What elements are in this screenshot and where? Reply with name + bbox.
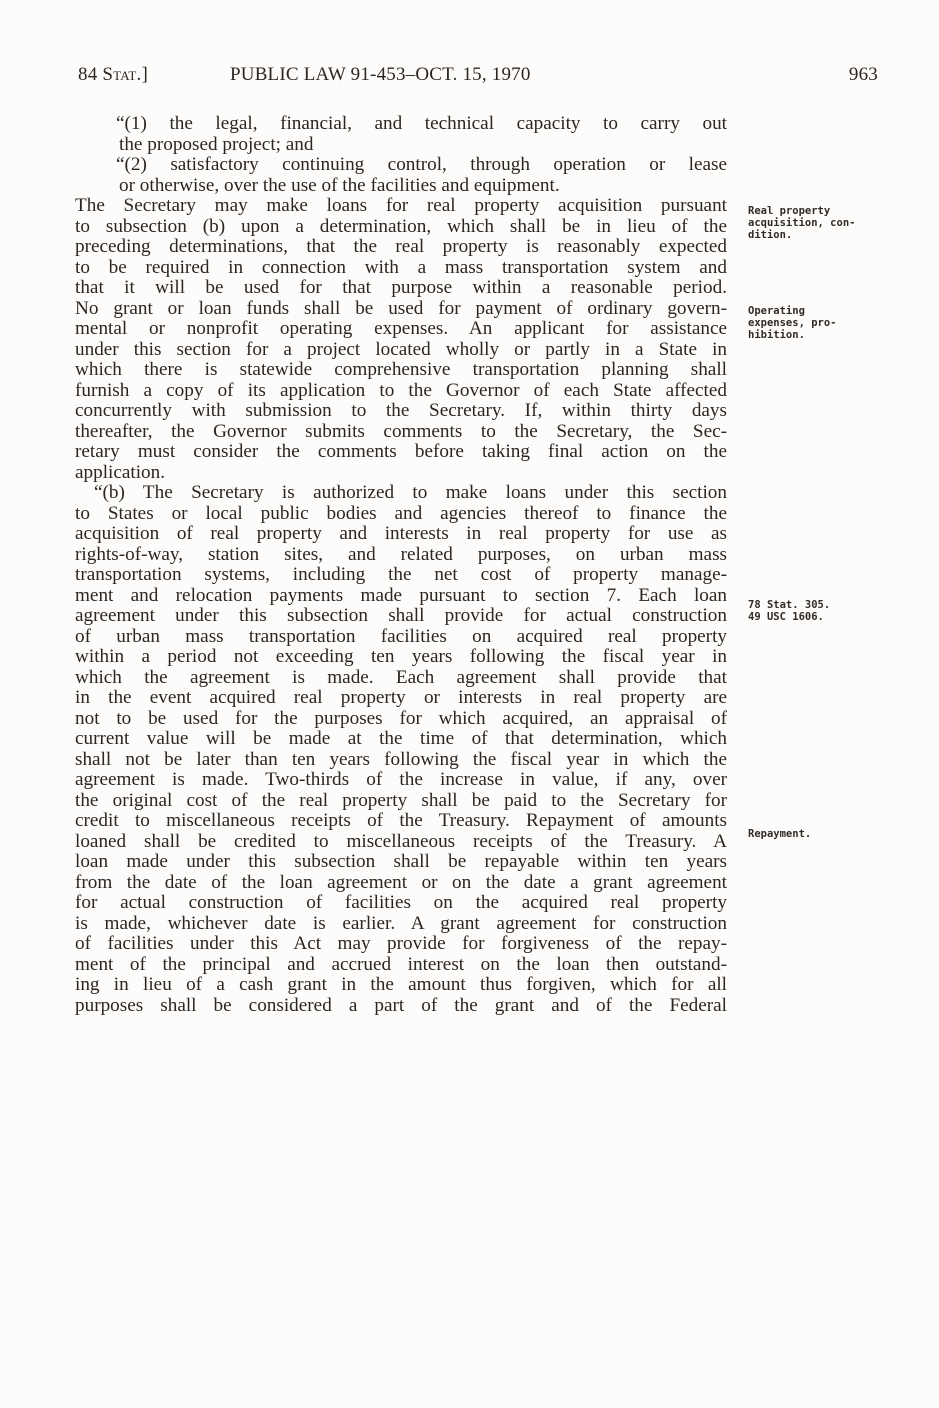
text-line: is made, whichever date is earlier. A grant agreement for construction xyxy=(75,913,727,934)
text-line: shall not be later than ten years following the fiscal year in which the xyxy=(75,749,727,770)
text-line: The Secretary may make loans for real property acquisition pursuant xyxy=(75,196,727,216)
text-line: concurrently with submission to the Secretary. If, within thirty days xyxy=(75,401,727,421)
text-line: preceding determinations, that the real property is reasonably expected xyxy=(75,237,727,257)
law-title: PUBLIC LAW 91-453–OCT. 15, 1970 xyxy=(230,64,531,85)
text-line: current value will be made at the time of that determination, which xyxy=(75,729,727,749)
text-line: loan made under this subsection shall be repayable within ten years xyxy=(75,852,727,872)
statute-body xyxy=(75,114,727,1016)
text-line: thereafter, the Governor submits comments to the Secretary, the Sec- xyxy=(75,421,727,442)
text-line: under this section for a project located wholly or partly in a State in xyxy=(75,339,727,360)
statute-volume: 84 Stat.] xyxy=(78,64,148,85)
text-line: the proposed project; and xyxy=(119,134,314,155)
text-line: “(2) satisfactory continuing control, through operation or lease xyxy=(116,155,727,175)
page-number: 963 xyxy=(848,64,878,85)
text-line: to subsection (b) upon a determination, which shall be in lieu of the xyxy=(75,216,727,237)
text-line: of urban mass transportation facilities on acquired real property xyxy=(75,626,727,647)
text-line: loaned shall be credited to miscellaneous receipts of the Treasury. A xyxy=(75,831,727,852)
text-line: furnish a copy of its application to the Governor of each State affected xyxy=(75,380,727,401)
text-line: the original cost of the real property shall be paid to the Secretary for xyxy=(75,790,727,811)
running-header xyxy=(78,64,878,88)
text-line: purposes shall be considered a part of the grant and of the Federal xyxy=(75,995,727,1016)
text-line: “(1) the legal, financial, and technical capacity to carry out xyxy=(116,114,727,134)
text-line: mental or nonprofit operating expenses. An applicant for assistance xyxy=(75,319,727,339)
text-line: transportation systems, including the net cost of property manage- xyxy=(75,565,727,585)
text-line: agreement is made. Two-thirds of the increase in value, if any, over xyxy=(75,770,727,790)
text-line: of facilities under this Act may provide for forgiveness of the repay- xyxy=(75,934,727,954)
text-line: from the date of the loan agreement or on the date a grant agreement xyxy=(75,872,727,893)
margin-note-citation: 78 Stat. 305. 49 USC 1606. xyxy=(748,599,831,623)
text-line: No grant or loan funds shall be used for payment of ordinary govern- xyxy=(75,298,727,319)
text-line: “(b) The Secretary is authorized to make loans under this section xyxy=(94,483,727,503)
margin-note-repayment: Repayment. xyxy=(748,828,812,840)
text-line: ment and relocation payments made pursuant to section 7. Each loan xyxy=(75,585,727,606)
text-line: which the agreement is made. Each agreement shall provide that xyxy=(75,667,727,688)
text-line: or otherwise, over the use of the facilities and equipment. xyxy=(119,175,560,196)
text-line: for actual construction of facilities on the acquired real property xyxy=(75,893,727,913)
text-line: ing in lieu of a cash grant in the amount thus forgiven, which for all xyxy=(75,975,727,995)
text-line: ment of the principal and accrued interest on the loan then outstand- xyxy=(75,954,727,975)
text-line: in the event acquired real property or interests in real property are xyxy=(75,688,727,708)
text-line: not to be used for the purposes for which acquired, an appraisal of xyxy=(75,708,727,729)
text-line: rights-of-way, station sites, and related purposes, on urban mass xyxy=(75,544,727,565)
text-line: application. xyxy=(75,462,166,483)
text-line: to States or local public bodies and agencies thereof to finance the xyxy=(75,503,727,524)
text-line: retary must consider the comments before taking final action on the xyxy=(75,442,727,462)
text-line: that it will be used for that purpose within a reasonable period. xyxy=(75,278,727,298)
text-line: agreement under this subsection shall provide for actual construction xyxy=(75,606,727,626)
text-line: within a period not exceeding ten years following the fiscal year in xyxy=(75,647,727,667)
margin-note-real-property: Real property acquisition, con- dition. xyxy=(748,205,856,241)
margin-note-operating-expenses: Operating expenses, pro- hibition. xyxy=(748,305,837,341)
text-line: credit to miscellaneous receipts of the Treasury. Repayment of amounts xyxy=(75,811,727,831)
text-line: acquisition of real property and interests in real property for use as xyxy=(75,524,727,544)
text-line: to be required in connection with a mass transportation system and xyxy=(75,257,727,278)
text-line: which there is statewide comprehensive transportation planning shall xyxy=(75,360,727,380)
